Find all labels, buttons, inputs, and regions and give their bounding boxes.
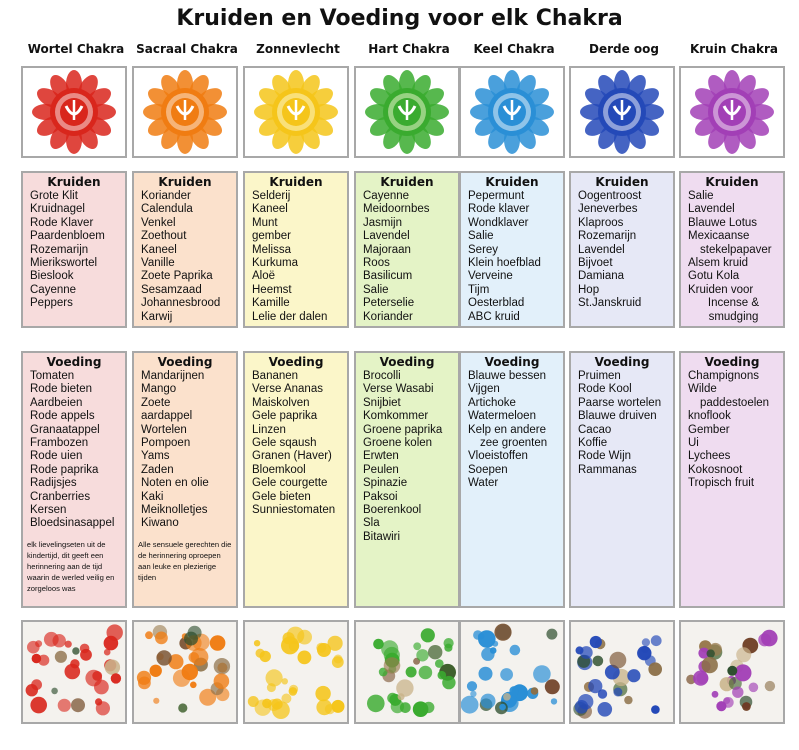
herb-item: Kruidnagel bbox=[30, 203, 85, 216]
herbs-list bbox=[356, 190, 458, 324]
herb-item: Alsem kruid bbox=[688, 257, 749, 270]
food-item: Vloeistoffen bbox=[468, 450, 528, 463]
throat-chakra-lotus-icon bbox=[467, 70, 557, 154]
food-note: Alle sensuele gerechten die de herinnering oproepen aan leuke en plezierige tijden bbox=[138, 539, 232, 582]
herbs-list bbox=[681, 190, 783, 324]
food-heading: Voeding bbox=[379, 355, 435, 369]
herb-item: Munt bbox=[252, 216, 278, 229]
herb-item: Rozemarijn bbox=[30, 243, 89, 256]
herb-item: Klein hoefblad bbox=[468, 257, 541, 270]
food-item: Zoete bbox=[141, 396, 171, 409]
herbs-heading: Kruiden bbox=[269, 175, 323, 189]
food-item: Groene paprika bbox=[363, 423, 443, 436]
chakra-icon-box bbox=[569, 66, 675, 158]
herb-item: Lavendel bbox=[688, 203, 735, 216]
herb-item: Kruiden voor bbox=[688, 283, 754, 296]
herb-item: Incense & bbox=[707, 297, 760, 310]
food-list bbox=[356, 370, 458, 544]
food-item: Water bbox=[468, 477, 499, 490]
herb-item: Rode klaver bbox=[468, 203, 530, 216]
herb-item: Klaproos bbox=[578, 216, 624, 229]
herb-item: Johannesbrood bbox=[141, 297, 221, 310]
herb-item: Salie bbox=[468, 230, 494, 243]
solar-plexus-chakra-lotus-icon bbox=[251, 70, 341, 154]
herb-item: Pepermunt bbox=[468, 190, 525, 202]
food-heading: Voeding bbox=[157, 355, 213, 369]
red-foods-photo bbox=[21, 620, 127, 724]
herb-item: Tijm bbox=[468, 283, 490, 296]
food-list bbox=[245, 370, 347, 517]
food-item: Kiwano bbox=[141, 517, 179, 530]
herb-item: Kamille bbox=[252, 297, 290, 310]
herb-item: Verveine bbox=[468, 270, 513, 283]
food-item: Soepen bbox=[468, 463, 508, 476]
chakra-name: Wortel Chakra bbox=[27, 42, 125, 56]
food-item: Verse Wasabi bbox=[363, 383, 434, 396]
herb-item: Gotu Kola bbox=[688, 270, 740, 283]
herb-item: Blauwe Lotus bbox=[688, 216, 758, 229]
food-item: Paarse wortelen bbox=[578, 396, 662, 409]
herb-item: Oesterblad bbox=[468, 297, 525, 310]
chakra-name: Sacraal Chakra bbox=[136, 42, 238, 56]
herb-item: Grote Klit bbox=[30, 190, 78, 202]
herb-item: Lavendel bbox=[578, 243, 625, 256]
chakra-name: Keel Chakra bbox=[473, 42, 555, 56]
chakra-icon-box bbox=[21, 66, 127, 158]
food-item: Rode appels bbox=[30, 410, 95, 423]
herbs-box bbox=[569, 171, 675, 328]
chakra-icon-box bbox=[679, 66, 785, 158]
herb-item: Vanille bbox=[141, 257, 175, 270]
herbs-list bbox=[245, 190, 347, 324]
food-item: Kokosnoot bbox=[688, 463, 743, 476]
herb-item: Kaneel bbox=[141, 243, 177, 256]
herb-item: Mierikswortel bbox=[30, 257, 98, 270]
herb-item: Lavendel bbox=[363, 230, 410, 243]
food-item: Kaki bbox=[141, 490, 164, 503]
herb-item: Zoethout bbox=[141, 230, 187, 243]
herb-item: Jasmijn bbox=[363, 216, 402, 229]
herbs-heading: Kruiden bbox=[595, 175, 649, 189]
herb-item: Kurkuma bbox=[252, 257, 299, 270]
herb-item: Salie bbox=[688, 190, 714, 202]
herb-item: St.Janskruid bbox=[578, 297, 642, 310]
herb-item: ABC kruid bbox=[468, 310, 520, 323]
food-heading: Voeding bbox=[46, 355, 102, 369]
herb-item: Paardenbloem bbox=[30, 230, 105, 243]
food-item: Paksoi bbox=[363, 490, 398, 503]
food-item: Tropisch fruit bbox=[688, 477, 755, 490]
herbs-box bbox=[21, 171, 127, 328]
food-item: Erwten bbox=[363, 450, 399, 463]
herb-item: smudging bbox=[708, 310, 759, 323]
food-item: Lychees bbox=[688, 450, 731, 463]
herb-item: Heemst bbox=[252, 283, 292, 296]
herbs-heading: Kruiden bbox=[380, 175, 434, 189]
food-item: Blauwe druiven bbox=[578, 410, 657, 423]
herb-item: Bieslook bbox=[30, 270, 74, 283]
herb-item: Melissa bbox=[252, 243, 291, 256]
herb-item: Serey bbox=[468, 243, 499, 256]
food-item: Pompoen bbox=[141, 437, 191, 450]
food-heading: Voeding bbox=[484, 355, 540, 369]
food-item: Watermeloen bbox=[468, 410, 536, 423]
food-item: Gele bieten bbox=[252, 490, 311, 503]
herb-item: Karwij bbox=[141, 310, 173, 323]
chakra-name: Kruin Chakra bbox=[689, 42, 779, 56]
purple-foods-photo bbox=[569, 620, 675, 724]
food-item: Sla bbox=[363, 517, 380, 530]
herbs-list bbox=[23, 190, 125, 311]
food-item: Mandarijnen bbox=[141, 370, 205, 382]
food-list bbox=[23, 370, 125, 531]
chakra-icon-box bbox=[132, 66, 238, 158]
herb-item: Venkel bbox=[141, 216, 176, 229]
food-item: Granaatappel bbox=[30, 423, 100, 436]
food-item: Tomaten bbox=[30, 370, 75, 382]
herb-item: Koriander bbox=[141, 190, 191, 202]
food-item: Komkommer bbox=[363, 410, 429, 423]
page-title: Kruiden en Voeding voor elk Chakra bbox=[176, 6, 623, 31]
herbs-box bbox=[132, 171, 238, 328]
herb-item: Salie bbox=[363, 283, 389, 296]
herbs-heading: Kruiden bbox=[485, 175, 539, 189]
seaweed-photo bbox=[459, 620, 565, 724]
food-list bbox=[571, 370, 673, 477]
food-item: Verse Ananas bbox=[252, 383, 323, 396]
herb-item: Peterselie bbox=[363, 297, 415, 310]
chakra-icon-box bbox=[243, 66, 349, 158]
food-item: Snijbiet bbox=[363, 396, 401, 409]
food-box bbox=[21, 351, 127, 608]
herb-item: Hop bbox=[578, 283, 600, 296]
food-item: Cranberries bbox=[30, 490, 91, 503]
heart-chakra-lotus-icon bbox=[362, 70, 452, 154]
food-item: Kelp en andere bbox=[468, 423, 547, 436]
food-item: Meiknolletjes bbox=[141, 504, 208, 517]
food-item: Artichoke bbox=[468, 396, 516, 409]
food-item: Bitawiri bbox=[363, 530, 401, 543]
herb-item: Peppers bbox=[30, 297, 73, 310]
food-item: Zaden bbox=[141, 463, 174, 476]
food-item: Aardbeien bbox=[30, 396, 83, 409]
herbs-heading: Kruiden bbox=[705, 175, 759, 189]
food-box bbox=[243, 351, 349, 608]
mushrooms-photo bbox=[679, 620, 785, 724]
herb-item: Kaneel bbox=[252, 203, 288, 216]
food-item: Bananen bbox=[252, 370, 299, 382]
food-item: zee groenten bbox=[480, 437, 548, 450]
herb-item: Wondklaver bbox=[468, 216, 529, 229]
food-heading: Voeding bbox=[594, 355, 650, 369]
food-item: Spinazie bbox=[363, 477, 408, 490]
herb-item: Rozemarijn bbox=[578, 230, 637, 243]
food-item: Rode Wijn bbox=[578, 450, 632, 463]
food-item: Sunniestomaten bbox=[252, 504, 336, 517]
food-item: Rode bieten bbox=[30, 383, 93, 396]
herb-item: Mexicaanse bbox=[688, 230, 750, 243]
food-item: Groene kolen bbox=[363, 437, 433, 450]
herbs-list bbox=[461, 190, 563, 324]
herb-item: Cayenne bbox=[30, 283, 77, 296]
food-item: Gele courgette bbox=[252, 477, 328, 490]
food-list bbox=[681, 370, 783, 491]
herbs-list bbox=[571, 190, 673, 311]
herb-item: Jeneverbes bbox=[578, 203, 638, 216]
herbs-heading: Kruiden bbox=[47, 175, 101, 189]
food-item: Boerenkool bbox=[363, 504, 422, 517]
sacral-chakra-lotus-icon bbox=[140, 70, 230, 154]
food-item: Linzen bbox=[252, 423, 286, 436]
chakra-name: Derde oog bbox=[588, 42, 659, 56]
food-item: Wortelen bbox=[141, 423, 187, 436]
orange-foods-photo bbox=[132, 620, 238, 724]
food-item: Brocolli bbox=[363, 370, 401, 382]
chakra-icon-box bbox=[354, 66, 460, 158]
food-item: Peulen bbox=[363, 463, 399, 476]
crown-chakra-lotus-icon bbox=[687, 70, 777, 154]
food-item: Rode paprika bbox=[30, 463, 99, 476]
food-item: Koffie bbox=[578, 437, 608, 450]
chakra-name: Zonnevlecht bbox=[256, 42, 340, 56]
herb-item: Roos bbox=[363, 257, 390, 270]
herb-item: stekelpapaver bbox=[700, 243, 772, 256]
herbs-box bbox=[243, 171, 349, 328]
herb-item: Oogentroost bbox=[578, 190, 642, 202]
food-item: Yams bbox=[141, 450, 170, 463]
food-item: Blauwe bessen bbox=[468, 370, 546, 382]
green-foods-photo bbox=[354, 620, 460, 724]
herb-item: Rode Klaver bbox=[30, 216, 94, 229]
food-item: Gele paprika bbox=[252, 410, 318, 423]
herb-item: Aloë bbox=[252, 270, 276, 283]
food-list bbox=[461, 370, 563, 491]
food-box bbox=[132, 351, 238, 608]
food-item: Frambozen bbox=[30, 437, 89, 450]
herb-item: Cayenne bbox=[363, 190, 410, 202]
food-item: Granen (Haver) bbox=[252, 450, 332, 463]
herb-item: Sesamzaad bbox=[141, 283, 202, 296]
herb-item: Bijvoet bbox=[578, 257, 613, 270]
food-item: Champignons bbox=[688, 370, 759, 382]
food-item: paddestoelen bbox=[700, 396, 770, 409]
root-chakra-lotus-icon bbox=[29, 70, 119, 154]
food-box bbox=[569, 351, 675, 608]
chakra-name: Hart Chakra bbox=[368, 42, 450, 56]
herb-item: Koriander bbox=[363, 310, 413, 323]
herbs-box bbox=[679, 171, 785, 328]
food-item: Pruimen bbox=[578, 370, 621, 382]
herb-item: Lelie der dalen bbox=[252, 310, 328, 323]
herbs-box bbox=[354, 171, 460, 328]
food-item: Noten en olie bbox=[141, 477, 209, 490]
herbs-list bbox=[134, 190, 236, 324]
herb-item: Damiana bbox=[578, 270, 625, 283]
chakra-icon-box bbox=[459, 66, 565, 158]
food-item: Cacao bbox=[578, 423, 612, 436]
food-item: Gele sqaush bbox=[252, 437, 317, 450]
food-item: Vijgen bbox=[468, 383, 500, 396]
herbs-box bbox=[459, 171, 565, 328]
third-eye-chakra-lotus-icon bbox=[577, 70, 667, 154]
herb-item: Zoete Paprika bbox=[141, 270, 213, 283]
food-item: Gember bbox=[688, 423, 730, 436]
food-heading: Voeding bbox=[268, 355, 324, 369]
herb-item: Basilicum bbox=[363, 270, 413, 283]
yellow-foods-photo bbox=[243, 620, 349, 724]
food-item: aardappel bbox=[141, 410, 193, 423]
food-item: Rammanas bbox=[578, 463, 637, 476]
food-item: Wilde bbox=[688, 383, 717, 396]
food-box bbox=[354, 351, 460, 608]
food-item: Mango bbox=[141, 383, 177, 396]
food-item: Rode uien bbox=[30, 450, 83, 463]
food-box bbox=[459, 351, 565, 608]
herb-item: gember bbox=[252, 230, 291, 243]
herb-item: Meidoornbes bbox=[363, 203, 430, 216]
food-item: knoflook bbox=[688, 410, 731, 423]
food-list bbox=[134, 370, 236, 531]
food-item: Radijsjes bbox=[30, 477, 77, 490]
food-box bbox=[679, 351, 785, 608]
food-item: Maiskolven bbox=[252, 396, 310, 409]
herb-item: Majoraan bbox=[363, 243, 411, 256]
food-heading: Voeding bbox=[704, 355, 760, 369]
food-item: Rode Kool bbox=[578, 383, 632, 396]
food-note: elk lievelingseten uit de kindertijd, dit geeft een herinnering aan de tijd waarin de werled veilig en zorgeloos was bbox=[27, 539, 115, 593]
herb-item: Calendula bbox=[141, 203, 193, 216]
food-item: Ui bbox=[688, 437, 699, 450]
herbs-heading: Kruiden bbox=[158, 175, 212, 189]
herb-item: Selderij bbox=[252, 190, 291, 202]
food-item: Kersen bbox=[30, 504, 67, 517]
food-item: Bloemkool bbox=[252, 463, 306, 476]
food-item: Bloedsinasappel bbox=[30, 517, 115, 530]
